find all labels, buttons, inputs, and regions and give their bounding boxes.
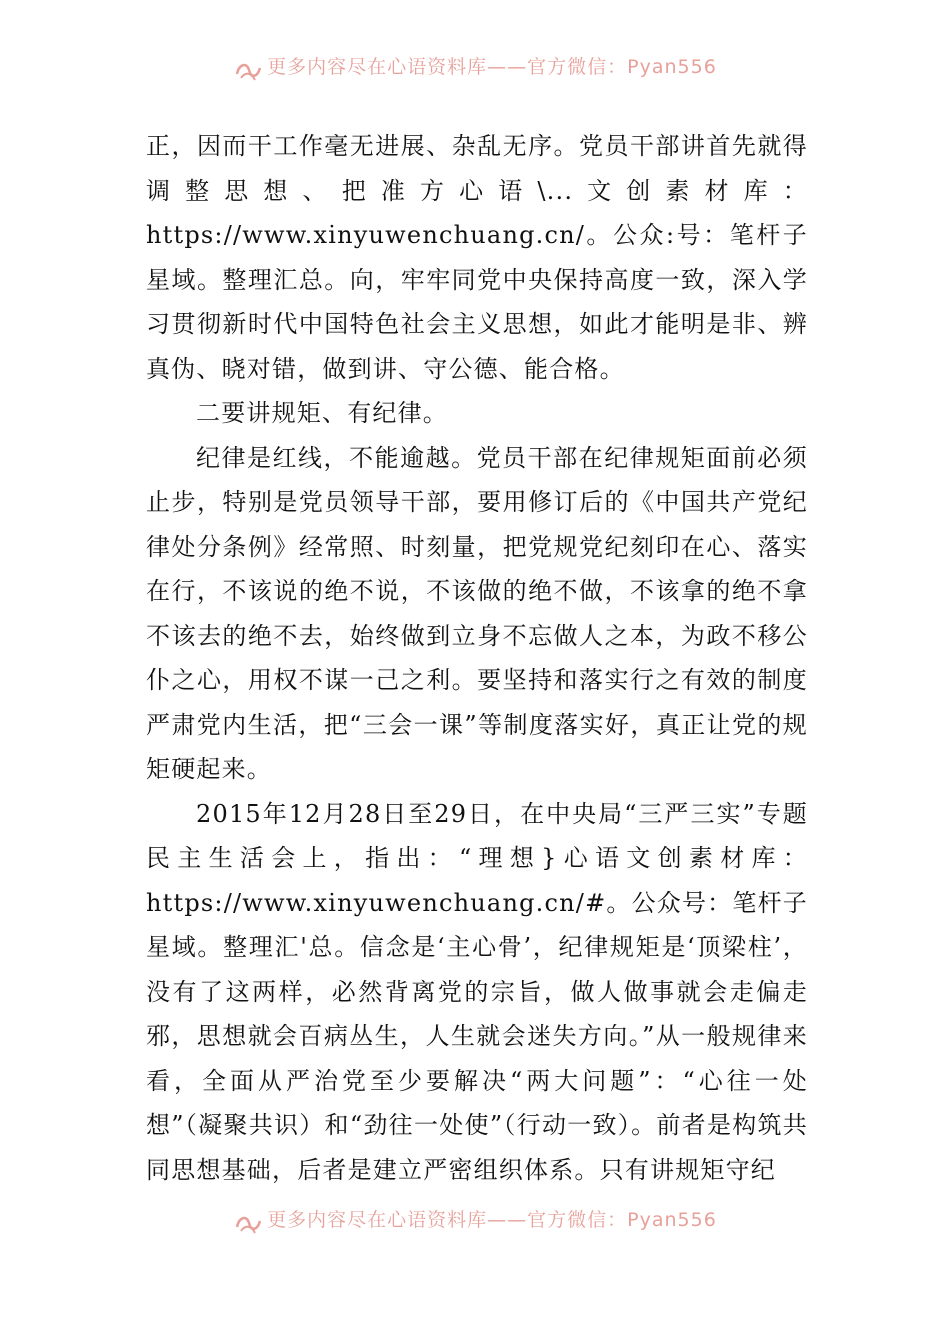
paragraph: 2015年12月28日至29日，在中央局“三严三实”专题民主生活会上，指出：“理想}心语文创素材库：https://www.xinyuwenchuang.cn/#。公众号：笔杆子星域。整理汇'总。信念是‘主心骨’，纪律规矩是‘顶梁柱’，没有了这两样，必然背离党的宗旨，做人做事就会走偏走邪，思想就会百病丛生，人生就会迷失方向。”从一般规律来看，全面从严治党至少要解决“两大问题”：“心往一处想”（凝聚共识）和“劲往一处使”（行动一致）。前者是构筑共同思想基础，后者是建立严密组织体系。只有讲规矩守纪 [146,799,808,1184]
paragraph: 纪律是红线，不能逾越。党员干部在纪律规矩面前必须止步，特别是党员领导干部，要用修订后的《中国共产党纪律处分条例》经常照、时刻量，把党规党纪刻印在心、落实在行，不该说的绝不说，不该做的绝不做，不该拿的绝不拿不该去的绝不去，始终做到立身不忘做人之本，为政不移公仆之心，用权不谋一己之利。要坚持和落实行之有效的制度严肃党内生活，把“三会一课”等制度落实好，真正让党的规矩硬起来。 [146,443,808,783]
watermark-text: 更多内容尽在心语资料库——官方微信：Pyan556 [267,1209,717,1231]
logo-icon [233,1213,263,1235]
watermark-text: 更多内容尽在心语资料库——官方微信：Pyan556 [267,56,717,78]
section-heading: 二要讲规矩、有纪律。 [196,399,448,427]
paragraph: 正，因而干工作毫无进展、杂乱无序。党员干部讲首先就得调整思想、把准方心语\...文创素材库：https://www.xinyuwenchuang.cn/。公众:号：笔杆子星域。整理汇总。向，牢牢同党中央保持高度一致，深入学习贯彻新时代中国特色社会主义思想，如此才能明是非、辨真伪、晓对错，做到讲、守公德、能合格。 [146,132,808,383]
header-watermark [0,56,950,86]
document-body [146,124,808,1192]
logo-icon [233,60,263,82]
footer-watermark [0,1209,950,1239]
